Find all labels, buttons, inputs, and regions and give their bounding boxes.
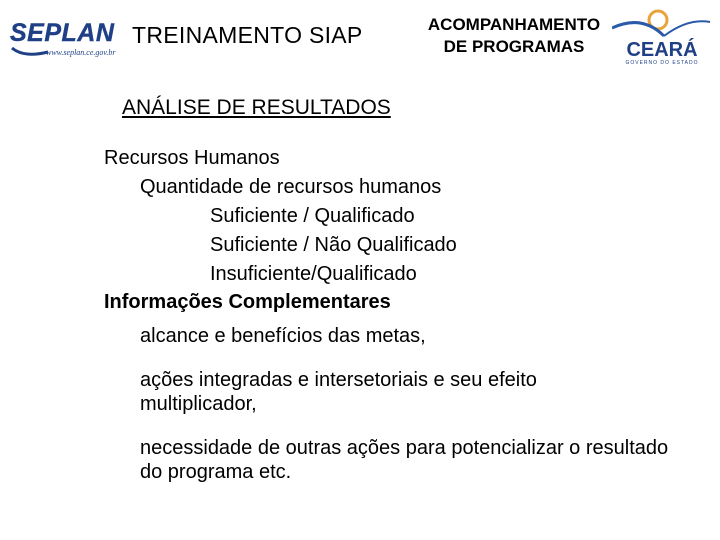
recursos-item: Suficiente / Não Qualificado <box>210 234 457 256</box>
recursos-humanos-heading: Recursos Humanos <box>104 147 280 169</box>
recursos-subtitle: Quantidade de recursos humanos <box>140 176 442 198</box>
header-subtitle <box>424 14 604 58</box>
header-subtitle-line1: ACOMPANHAMENTO <box>427 15 601 34</box>
header-subtitle-line2: DE PROGRAMAS <box>443 37 585 56</box>
ceara-logo-tagline: GOVERNO DO ESTADO <box>625 60 699 66</box>
info-item: alcance e benefícios das metas, <box>140 325 426 347</box>
recursos-item: Suficiente / Qualificado <box>210 205 415 227</box>
informacoes-heading: Informações Complementares <box>104 291 391 313</box>
section-heading: ANÁLISE DE RESULTADOS <box>122 96 391 119</box>
header-title: TREINAMENTO SIAP <box>132 22 363 48</box>
ceara-logo <box>612 6 712 66</box>
swoosh-icon <box>10 44 50 60</box>
info-item: ações integradas e intersetoriais e seu efeito multiplicador, <box>140 369 537 415</box>
info-item: necessidade de outras ações para potencializar o resultado do programa etc. <box>140 437 669 483</box>
ceara-logo-text: CEARÁ <box>626 39 698 61</box>
seplan-url: www.seplan.ce.gov.br <box>46 48 116 57</box>
sun-icon <box>612 11 710 36</box>
seplan-logo <box>10 18 122 66</box>
seplan-logo-text: SEPLAN <box>10 19 115 47</box>
recursos-item: Insuficiente/Qualificado <box>210 263 417 285</box>
